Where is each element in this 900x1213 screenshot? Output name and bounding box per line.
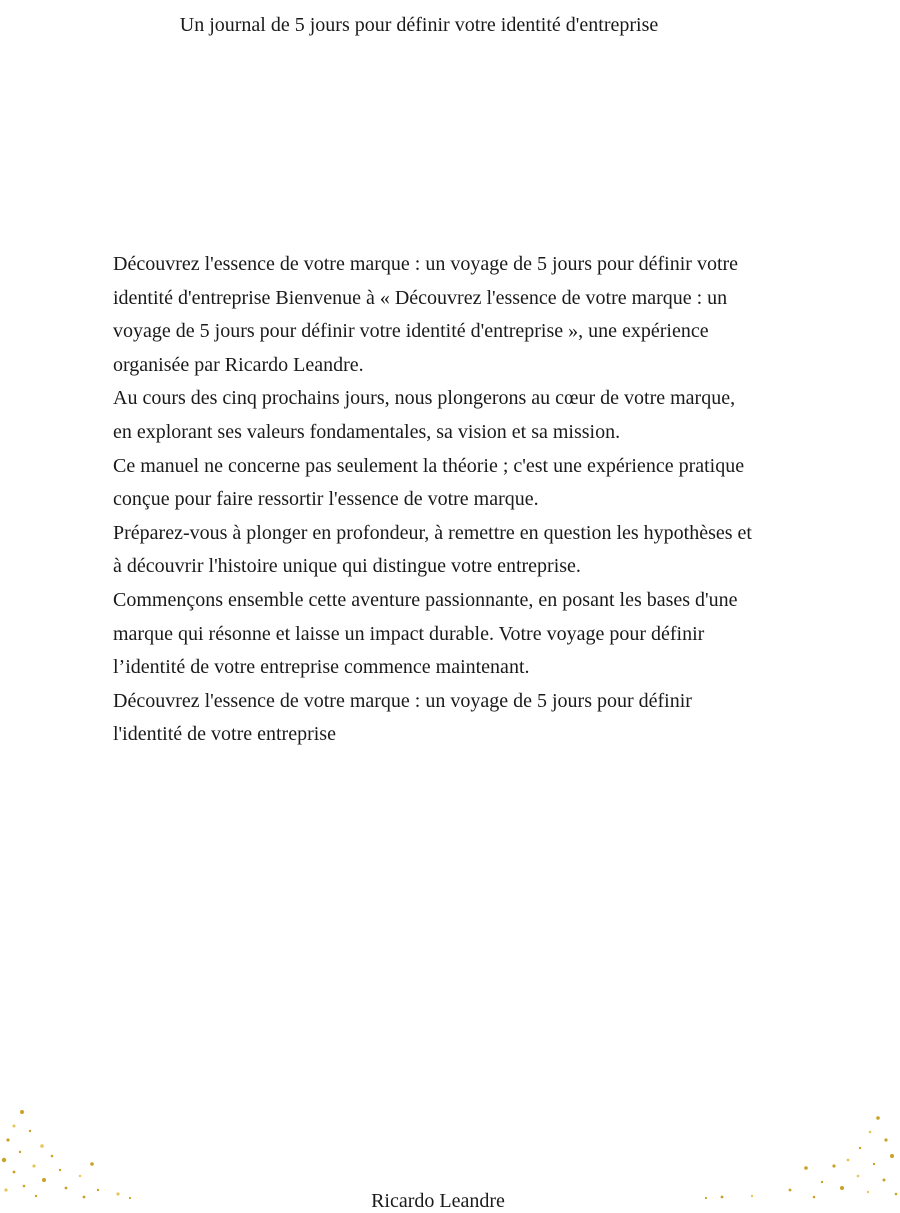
paragraph-begin: Commençons ensemble cette aventure passionnante, en posant les bases d'une marque qui résonne et laisse un impact durable. Votre voyage pour définir l’identité de votre entreprise commence maintenant. [113, 588, 738, 679]
page-header: Un journal de 5 jours pour définir votre identité d'entreprise [179, 14, 659, 36]
paragraph-manual: Ce manuel ne concerne pas seulement la théorie ; c'est une expérience pratique conçue pour faire ressortir l'essence de votre marque. [113, 454, 745, 511]
gold-sparkles-left [2, 1110, 131, 1199]
paragraph-days: Au cours des cinq prochains jours, nous plongerons au cœur de votre marque, en explorant ses valeurs fondamentales, sa vision et sa mission. [113, 387, 736, 443]
paragraph-intro: Découvrez l'essence de votre marque : un voyage de 5 jours pour définir votre identité d'entreprise Bienvenue à « Découvrez l'essence de votre marque : un voyage de 5 jours pour définir votre identité d'entreprise », une expérience organisée par Ricardo Leandre. [113, 253, 739, 376]
page-footer: Ricardo Leandre [371, 1190, 505, 1212]
paragraph-closing: Découvrez l'essence de votre marque : un voyage de 5 jours pour définir l'identité de votre entreprise [113, 689, 692, 746]
paragraph-prepare: Préparez-vous à plonger en profondeur, à remettre en question les hypothèses et à découvrir l'histoire unique qui distingue votre entreprise. [113, 521, 752, 578]
gold-sparkles-right [705, 1116, 897, 1199]
body-text [113, 248, 753, 752]
